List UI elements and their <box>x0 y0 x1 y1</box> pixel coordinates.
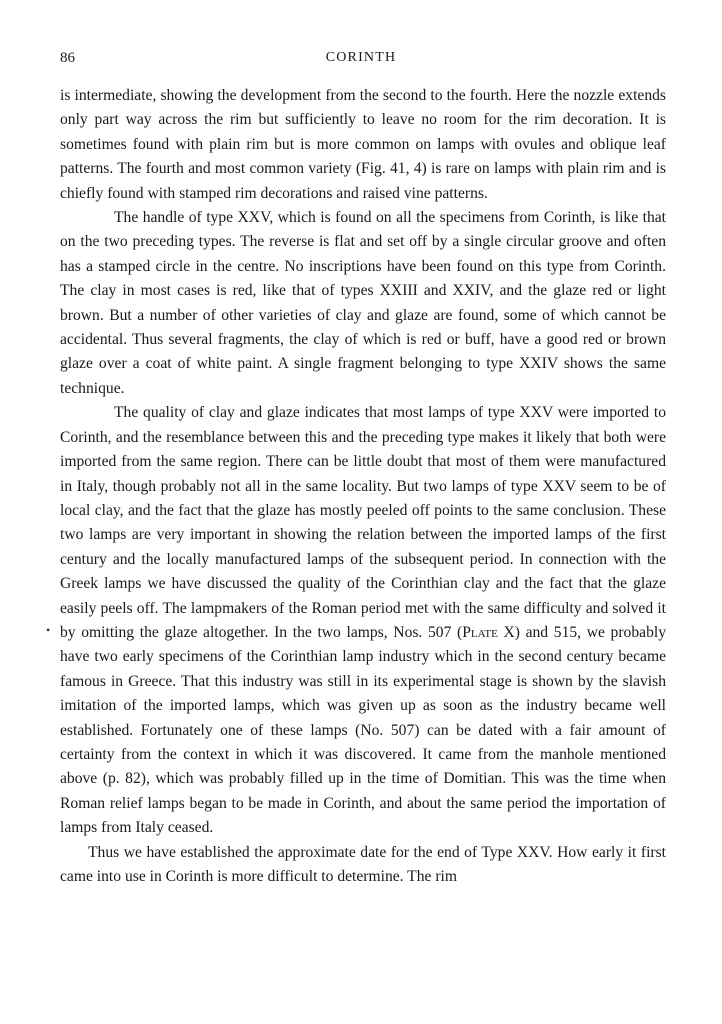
page-number: 86 <box>60 50 75 66</box>
paragraph-3-text-after: ) and 515, we probably have two early specimens of the Corinthian lamp industry which in the second century became famous in Greece. That this industry was still in its experimental stage is shown by the slavish imitation of the imported lamps, which was given up as soon as the industry became well established. Fortunately one of these lamps (No. 507) can be dated with a fair amount of certainty from the context in which it was discovered. It came from the manhole mentioned above (p. 82), which was probably filled up in the time of Domitian. This was the time when Roman relief lamps began to be made in Corinth, and about the same period the importation of lamps from Italy ceased. <box>60 623 666 837</box>
margin-dot: • <box>46 623 51 637</box>
plate-reference: Plate X <box>462 623 515 641</box>
body-text <box>60 84 666 889</box>
running-title: CORINTH <box>325 50 397 65</box>
paragraph-3 <box>60 401 666 840</box>
paragraph-4: Thus we have established the approximate date for the end of Type XXV. How early it first came into use in Corinth is more difficult to determine. The rim <box>60 843 666 885</box>
paragraph-3-text-before: The quality of clay and glaze indicates that most lamps of type XXV were imported to Corinth, and the resemblance between this and the preceding type makes it likely that both were imported from the same region. There can be little doubt that most of them were manufactured in Italy, though probably not all in the same locality. But two lamps of type XXV seem to be of local clay, and the fact that the glaze has mostly peeled off points to the same conclusion. These two lamps are very important in showing the relation between the imported lamps of the first century and the locally manufactured lamps of the subsequent period. In connection with the Greek lamps we have discussed the quality of the Corinthian clay and the fact that the glaze easily peels off. The lampmakers of the Roman period met with the same difficulty and solved it by omitting the glaze altogether. In the two lamps, Nos. 507 ( <box>60 404 666 641</box>
paragraph-1: is intermediate, showing the development from the second to the fourth. Here the nozzle extends only part way across the rim but sufficiently to leave no room for the rim decoration. It is sometimes found with plain rim but is more common on lamps with ovules and oblique leaf patterns. The fourth and most common variety (Fig. 41, 4) is rare on lamps with plain rim and is chiefly found with stamped rim decorations and raised vine patterns. <box>60 87 666 202</box>
paragraph-2: The handle of type XXV, which is found on all the specimens from Corinth, is like that on the two preceding types. The reverse is flat and set off by a single circular groove and often has a stamped circle in the centre. No inscriptions have been found on this type from Corinth. The clay in most cases is red, like that of types XXIII and XXIV, and the glaze red or light brown. But a number of other varieties of clay and glaze are found, some of which cannot be accidental. Thus several fragments, the clay of which is red or buff, have a good red or brown glaze over a coat of white paint. A single fragment belonging to type XXIV shows the same technique. <box>60 209 666 397</box>
page-header <box>0 50 722 72</box>
